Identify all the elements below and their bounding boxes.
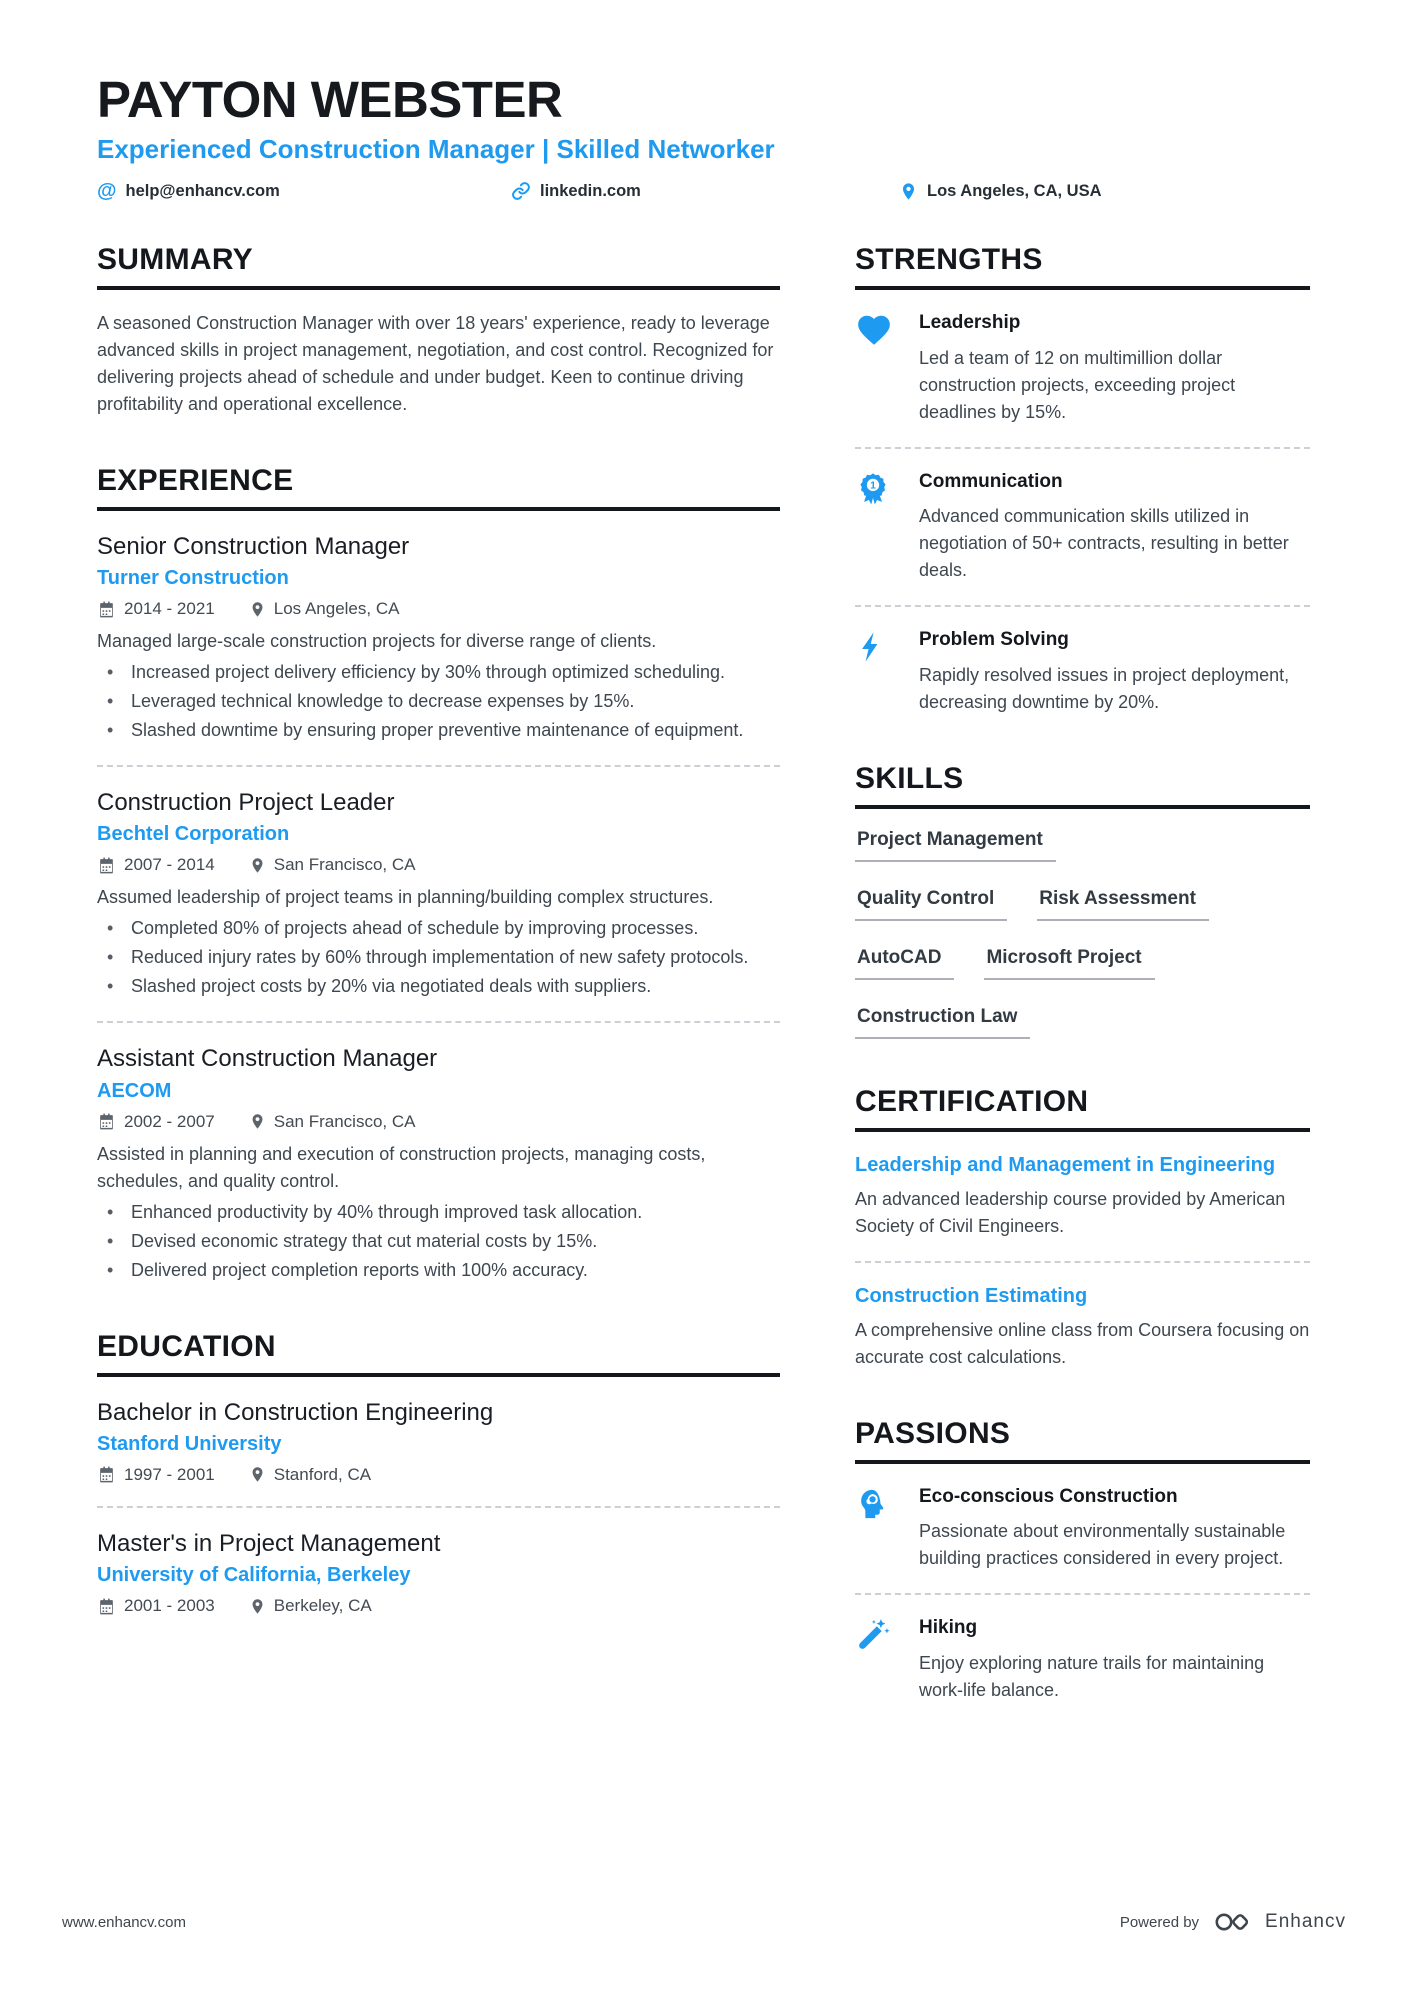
job-company[interactable]: AECOM <box>97 1079 172 1102</box>
summary-text: A seasoned Construction Manager with over 18 years' experience, ready to leverage advanced skills in project management, negotiation, and cost control. Recognized for delivering projects ahead of schedule and under budget. Keen to continue driving profitability and operational excellence. <box>97 313 774 415</box>
strength-title: Leadership <box>919 312 1021 334</box>
passion-title: Hiking <box>919 1617 978 1639</box>
degree-location <box>249 1596 372 1616</box>
job-location-text: San Francisco, CA <box>273 855 416 875</box>
degree-dates-text: 2001 - 2003 <box>124 1596 215 1616</box>
calendar-icon <box>97 1465 116 1484</box>
skills-section <box>855 762 1310 1039</box>
strengths-section <box>855 243 1310 716</box>
degree-location-text: Berkeley, CA <box>273 1596 372 1616</box>
passion-body <box>919 1484 1310 1573</box>
passion-body <box>919 1615 1310 1704</box>
certification-title[interactable]: Leadership and Management in Engineering <box>855 1153 1276 1176</box>
bullet: • Slashed project costs by 20% via negotiated deals with suppliers. <box>97 973 780 1000</box>
job-title: Assistant Construction Manager <box>97 1045 438 1073</box>
columns <box>97 243 1310 1750</box>
job-meta <box>97 1112 780 1132</box>
right-column <box>855 243 1310 1750</box>
passion-item <box>855 1484 1310 1573</box>
divider <box>855 1261 1310 1263</box>
location-icon <box>249 857 266 874</box>
powered-by-label: Powered by <box>1119 1913 1200 1931</box>
bullet: • Reduced injury rates by 60% through implementation of new safety protocols. <box>97 944 780 971</box>
degree-dates-text: 1997 - 2001 <box>124 1464 215 1484</box>
job-dates <box>97 1112 215 1132</box>
job-location-text: San Francisco, CA <box>273 1111 416 1131</box>
experience-heading: EXPERIENCE <box>97 464 780 511</box>
certification-text: A comprehensive online class from Coursera focusing on accurate cost calculations. <box>855 1319 1310 1367</box>
svg-text:1: 1 <box>870 479 876 492</box>
job-dates-text: 2007 - 2014 <box>124 855 215 875</box>
job-location-text: Los Angeles, CA <box>273 599 400 619</box>
head-icon <box>855 1484 919 1573</box>
job-dates-text: 2002 - 2007 <box>124 1111 215 1131</box>
strength-title: Problem Solving <box>919 629 1069 651</box>
passion-title: Eco-conscious Construction <box>919 1485 1178 1507</box>
skill-row <box>855 888 1310 921</box>
brand-name: Enhancv <box>1265 1911 1346 1932</box>
strength-body <box>919 310 1310 426</box>
divider <box>855 1593 1310 1595</box>
job-dates <box>97 599 215 619</box>
degree-school[interactable]: University of California, Berkeley <box>97 1564 411 1587</box>
job-location <box>249 599 400 619</box>
footer-site-link[interactable]: www.enhancv.com <box>62 1913 186 1931</box>
contact-linkedin[interactable] <box>511 181 899 201</box>
calendar-icon <box>97 1112 116 1131</box>
certification-text: An advanced leadership course provided by American Society of Civil Engineers. <box>855 1188 1286 1236</box>
contact-location <box>899 182 1102 201</box>
location-icon <box>249 601 266 618</box>
experience-section <box>97 464 780 1284</box>
divider <box>97 765 780 767</box>
degree-dates <box>97 1596 215 1616</box>
certification-item <box>855 1152 1310 1240</box>
skill-tag: Construction Law <box>855 1006 1030 1039</box>
degree-title: Master's in Project Management <box>97 1529 441 1557</box>
location-icon <box>249 1598 266 1615</box>
column-gap <box>780 243 855 1750</box>
degree-school[interactable]: Stanford University <box>97 1432 282 1455</box>
strength-body <box>919 469 1310 585</box>
medal-icon <box>855 469 919 585</box>
summary-section <box>97 243 780 418</box>
bullet: • Enhanced productivity by 40% through improved task allocation. <box>97 1199 780 1226</box>
left-column <box>97 243 780 1750</box>
email-text: help@enhancv.com <box>125 181 280 200</box>
skill-tag: Risk Assessment <box>1037 888 1209 921</box>
divider <box>97 1021 780 1023</box>
bullet: • Leveraged technical knowledge to decrease expenses by 15%. <box>97 688 780 715</box>
job-dates-text: 2014 - 2021 <box>124 599 215 619</box>
location-icon <box>249 1113 266 1130</box>
job-bullets <box>97 915 780 1000</box>
contact-email[interactable] <box>97 181 511 201</box>
strength-body <box>919 627 1310 716</box>
strength-text: Rapidly resolved issues in project deployment, decreasing downtime by 20%. <box>919 664 1290 712</box>
job-dates <box>97 855 215 875</box>
strength-item <box>855 310 1310 426</box>
heart-icon <box>855 310 919 426</box>
job-description: Assumed leadership of project teams in planning/building complex structures. <box>97 887 714 908</box>
job-location <box>249 855 416 875</box>
passions-section <box>855 1417 1310 1704</box>
divider <box>97 1506 780 1508</box>
calendar-icon <box>97 1597 116 1616</box>
bullet: • Delivered project completion reports with 100% accuracy. <box>97 1257 780 1284</box>
education-section <box>97 1330 780 1616</box>
degree-location <box>249 1465 371 1485</box>
degree-meta <box>97 1596 780 1616</box>
job-description: Assisted in planning and execution of construction projects, managing costs, schedules, and quality control. <box>97 1143 706 1191</box>
skill-tag: AutoCAD <box>855 947 954 980</box>
at-icon: @ <box>97 180 117 203</box>
skill-tag: Microsoft Project <box>984 947 1154 980</box>
wand-icon <box>855 1615 919 1704</box>
passion-text: Passionate about environmentally sustainable building practices considered in every project. <box>919 1521 1286 1569</box>
linkedin-text: linkedin.com <box>540 181 641 200</box>
job-title: Construction Project Leader <box>97 789 395 817</box>
job-company[interactable]: Bechtel Corporation <box>97 823 290 846</box>
strengths-heading: STRENGTHS <box>855 243 1310 290</box>
certification-title[interactable]: Construction Estimating <box>855 1284 1088 1307</box>
job-description: Managed large-scale construction projects for diverse range of clients. <box>97 631 657 652</box>
bullet: • Slashed downtime by ensuring proper preventive maintenance of equipment. <box>97 717 780 744</box>
enhancv-logo[interactable] <box>1213 1911 1346 1933</box>
certification-heading: CERTIFICATION <box>855 1085 1310 1132</box>
strength-item <box>855 469 1310 585</box>
job-company[interactable]: Turner Construction <box>97 567 289 590</box>
strength-text: Led a team of 12 on multimillion dollar construction projects, exceeding project deadlines by 15%. <box>919 347 1236 422</box>
degree-entry <box>97 1397 780 1485</box>
job-entry <box>97 1043 780 1283</box>
divider <box>855 447 1310 449</box>
education-heading: EDUCATION <box>97 1330 780 1377</box>
strength-title: Communication <box>919 470 1063 492</box>
degree-location-text: Stanford, CA <box>273 1464 372 1484</box>
contact-row <box>97 181 1310 201</box>
job-entry <box>97 787 780 1000</box>
divider <box>855 605 1310 607</box>
job-meta <box>97 599 780 619</box>
bullet: • Devised economic strategy that cut material costs by 15%. <box>97 1228 780 1255</box>
passion-text: Enjoy exploring nature trails for maintaining work-life balance. <box>919 1653 1265 1701</box>
skill-row <box>855 829 1310 862</box>
skills-heading: SKILLS <box>855 762 1310 809</box>
degree-entry <box>97 1528 780 1616</box>
location-icon <box>249 1466 266 1483</box>
person-name: PAYTON WEBSTER <box>97 71 563 128</box>
skill-row <box>855 1006 1310 1039</box>
location-icon <box>899 182 918 201</box>
skill-row <box>855 947 1310 980</box>
location-text: Los Angeles, CA, USA <box>927 181 1102 200</box>
bullet: • Increased project delivery efficiency by 30% through optimized scheduling. <box>97 659 780 686</box>
passions-heading: PASSIONS <box>855 1417 1310 1464</box>
calendar-icon <box>97 600 116 619</box>
job-entry <box>97 531 780 744</box>
bullet: • Completed 80% of projects ahead of schedule by improving processes. <box>97 915 780 942</box>
strength-item <box>855 627 1310 716</box>
bolt-icon <box>855 627 919 716</box>
degree-title: Bachelor in Construction Engineering <box>97 1398 494 1426</box>
headline: Experienced Construction Manager | Skilled Networker <box>97 134 775 165</box>
skill-tag: Quality Control <box>855 888 1007 921</box>
job-location <box>249 1112 416 1132</box>
strength-text: Advanced communication skills utilized in negotiation of 50+ contracts, resulting in better deals. <box>919 506 1289 581</box>
calendar-icon <box>97 856 116 875</box>
resume-header <box>97 72 1310 201</box>
job-bullets <box>97 659 780 744</box>
passion-item <box>855 1615 1310 1704</box>
summary-heading: SUMMARY <box>97 243 780 290</box>
certification-section <box>855 1085 1310 1371</box>
link-icon <box>511 181 531 201</box>
job-bullets <box>97 1199 780 1284</box>
job-meta <box>97 855 780 875</box>
degree-dates <box>97 1465 215 1485</box>
page-footer <box>62 1911 1346 1933</box>
degree-meta <box>97 1465 780 1485</box>
certification-item <box>855 1283 1310 1371</box>
footer-brand-group <box>1120 1911 1346 1933</box>
skill-tag: Project Management <box>855 829 1056 862</box>
job-title: Senior Construction Manager <box>97 533 410 561</box>
